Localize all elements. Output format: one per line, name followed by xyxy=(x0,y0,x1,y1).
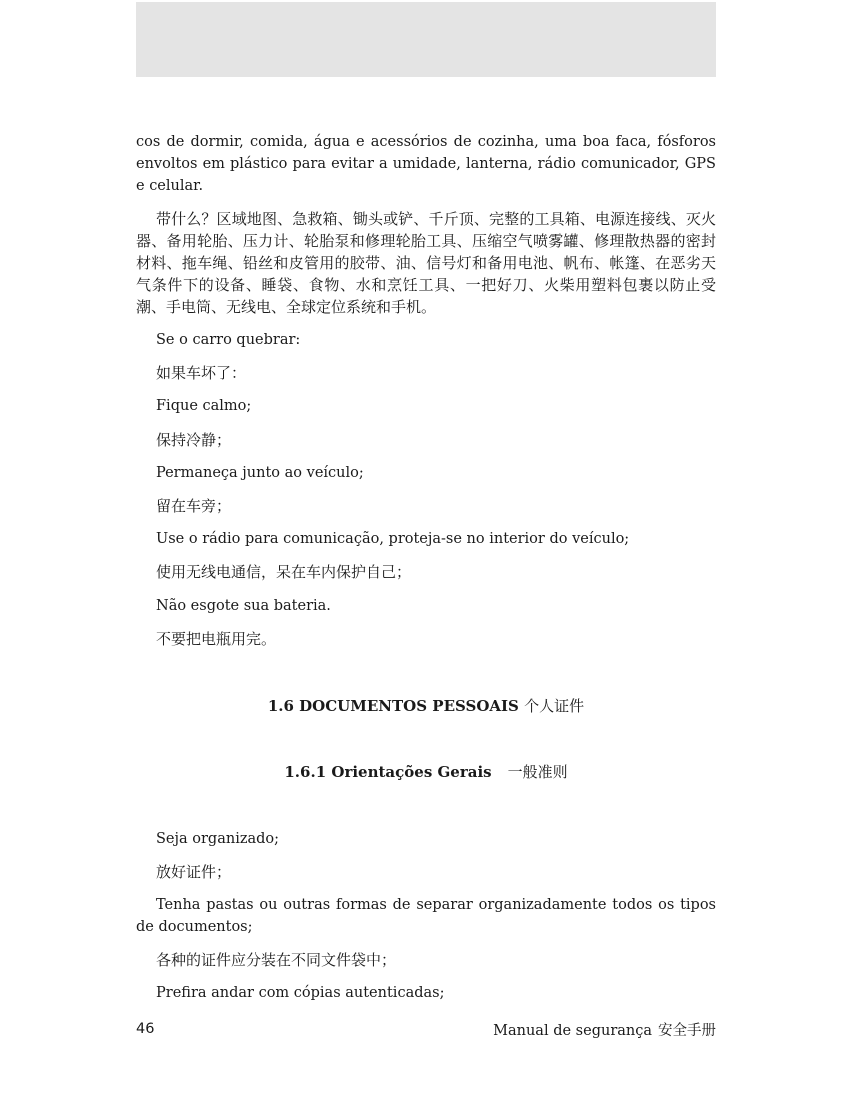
list-item: Se o carro quebrar: xyxy=(156,332,301,348)
list-item: Tenha pastas ou outras formas de separar organizadamente todos os tipos de documentos; xyxy=(136,897,716,936)
subsection-heading xyxy=(136,761,716,783)
opening-paragraph-pt: cos de dormir, comida, água e acessórios de cozinha, uma boa faca, fósforos envoltos em plástico para evitar a umidade, lanterna, rádio comunicador, GPS e celular. xyxy=(136,134,716,194)
page-content xyxy=(136,131,716,1016)
subsection-heading-zh: 一般准则 xyxy=(507,762,568,781)
subsection-heading-pt: Orientações Gerais xyxy=(331,762,492,781)
breakdown-list xyxy=(136,329,716,650)
section-heading-pt: 1.6 DOCUMENTOS PESSOAIS xyxy=(267,696,519,715)
list-item: Seja organizado; xyxy=(156,830,280,847)
section-heading-zh: 个人证件 xyxy=(524,696,585,715)
list-item: 放好证件； xyxy=(156,862,232,881)
subsection-number: 1.6.1 xyxy=(284,762,327,781)
list-item: 使用无线电通信，呆在车内保护自己； xyxy=(156,563,412,582)
list-item: Fique calmo; xyxy=(156,398,252,415)
footer-title-zh: 安全手册 xyxy=(658,1023,716,1039)
documents-list xyxy=(136,828,716,1005)
list-item: Permaneça junto ao veículo; xyxy=(156,464,364,481)
header-band xyxy=(136,2,716,77)
list-item: Use o rádio para comunicação, proteja-se no interior do veículo; xyxy=(156,531,630,548)
list-item: 各种的证件应分装在不同文件袋中； xyxy=(156,951,397,970)
list-item: Não esgote sua bateria. xyxy=(156,597,331,614)
list-item: Prefira andar com cópias autenticadas; xyxy=(156,985,445,1002)
section-heading xyxy=(136,695,716,717)
list-item: 保持冷静； xyxy=(156,430,232,449)
running-footer xyxy=(493,1019,716,1040)
footer-title-pt: Manual de segurança xyxy=(493,1023,652,1039)
list-item: 留在车旁； xyxy=(156,496,232,515)
list-item: 不要把电瓶用完。 xyxy=(156,629,277,648)
opening-paragraph-zh: 带什么？区域地图、急救箱、锄头或铲、千斤顶、完整的工具箱、电源连接线、灭火器、备用轮胎、压力计、轮胎泵和修理轮胎工具、压缩空气喷雾罐、修理散热器的密封材料、拖车绳、铅丝和皮管用的胶带、油、信号灯和备用电池、帆布、帐篷、在恶劣天气条件下的设备、睡袋、食物、水和烹饪工具、一把好刀、火柴用塑料包裹以防止受潮、手电筒、无线电、全球定位系统和手机。 xyxy=(136,210,716,316)
list-item: 如果车坏了： xyxy=(156,364,247,383)
page-number: 46 xyxy=(136,1021,155,1037)
